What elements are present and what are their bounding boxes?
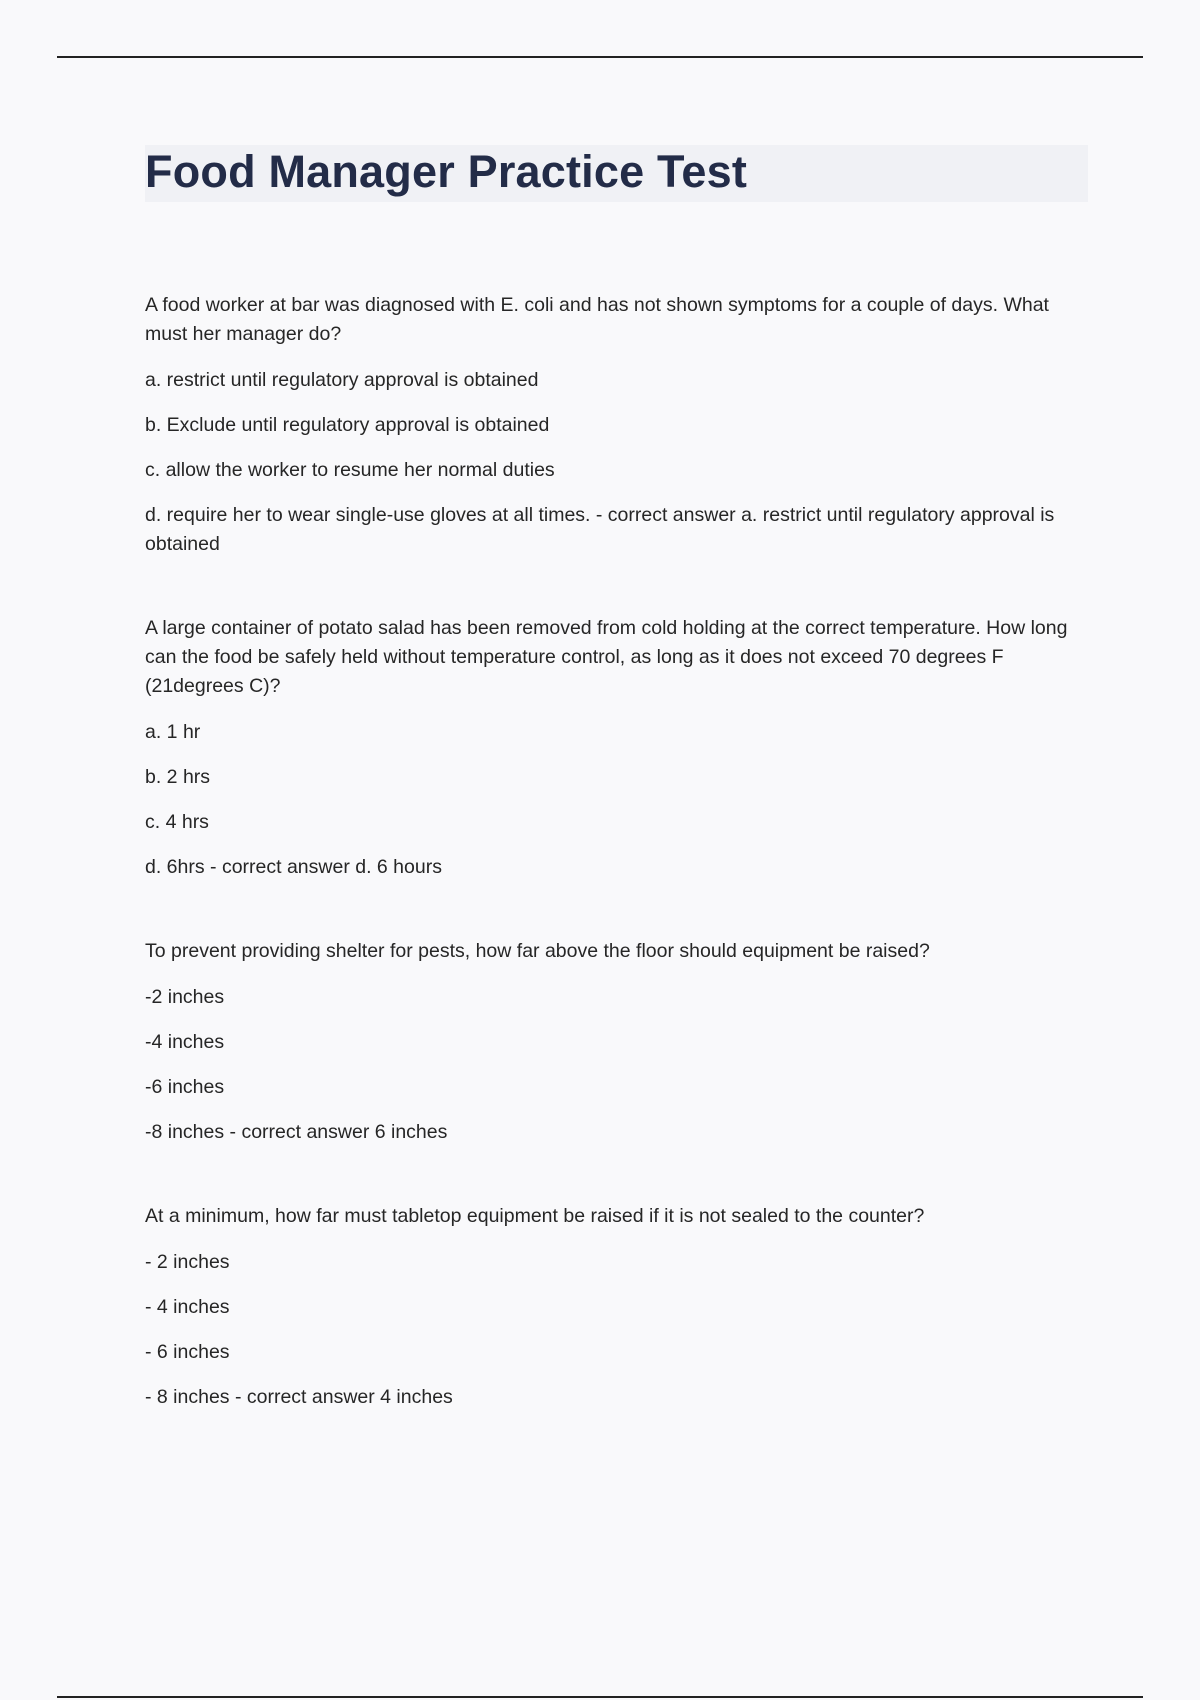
- question-1-option-d: d. require her to wear single-use gloves at all times. - correct answer a. restrict until regulatory approval is obtained: [145, 504, 1055, 555]
- question-1: [145, 291, 1085, 559]
- question-3: [145, 937, 1085, 1147]
- question-4-option-d: - 8 inches - correct answer 4 inches: [145, 1386, 453, 1408]
- question-4: [145, 1202, 1085, 1412]
- page-title: Food Manager Practice Test: [145, 146, 748, 197]
- question-1-prompt: A food worker at bar was diagnosed with E. coli and has not shown symptoms for a couple of days. What must her manager do?: [145, 294, 1049, 345]
- question-3-option-c: -6 inches: [145, 1076, 225, 1098]
- question-1-option-c: c. allow the worker to resume her normal duties: [145, 459, 555, 481]
- question-2: [145, 614, 1085, 882]
- question-2-option-c: c. 4 hrs: [145, 811, 209, 833]
- bottom-rule: [57, 1696, 1143, 1698]
- question-3-prompt: To prevent providing shelter for pests, how far above the floor should equipment be raised?: [145, 940, 930, 962]
- question-2-option-a: a. 1 hr: [145, 721, 201, 743]
- top-rule: [57, 56, 1143, 58]
- question-4-prompt: At a minimum, how far must tabletop equipment be raised if it is not sealed to the counter?: [145, 1205, 925, 1227]
- question-3-option-b: -4 inches: [145, 1031, 225, 1053]
- question-2-option-d: d. 6hrs - correct answer d. 6 hours: [145, 856, 442, 878]
- question-3-option-d: -8 inches - correct answer 6 inches: [145, 1121, 448, 1143]
- question-3-option-a: -2 inches: [145, 986, 225, 1008]
- question-2-option-b: b. 2 hrs: [145, 766, 211, 788]
- question-2-prompt: A large container of potato salad has been removed from cold holding at the correct temperature. How long can the food be safely held without temperature control, as long as it does not exceed 70 degrees F (21degrees C)?: [145, 617, 1068, 697]
- question-4-option-c: - 6 inches: [145, 1341, 230, 1363]
- question-1-option-b: b. Exclude until regulatory approval is obtained: [145, 414, 550, 436]
- question-4-option-a: - 2 inches: [145, 1251, 230, 1273]
- question-4-option-b: - 4 inches: [145, 1296, 230, 1318]
- question-1-option-a: a. restrict until regulatory approval is obtained: [145, 369, 539, 391]
- question-list: [145, 291, 1085, 1412]
